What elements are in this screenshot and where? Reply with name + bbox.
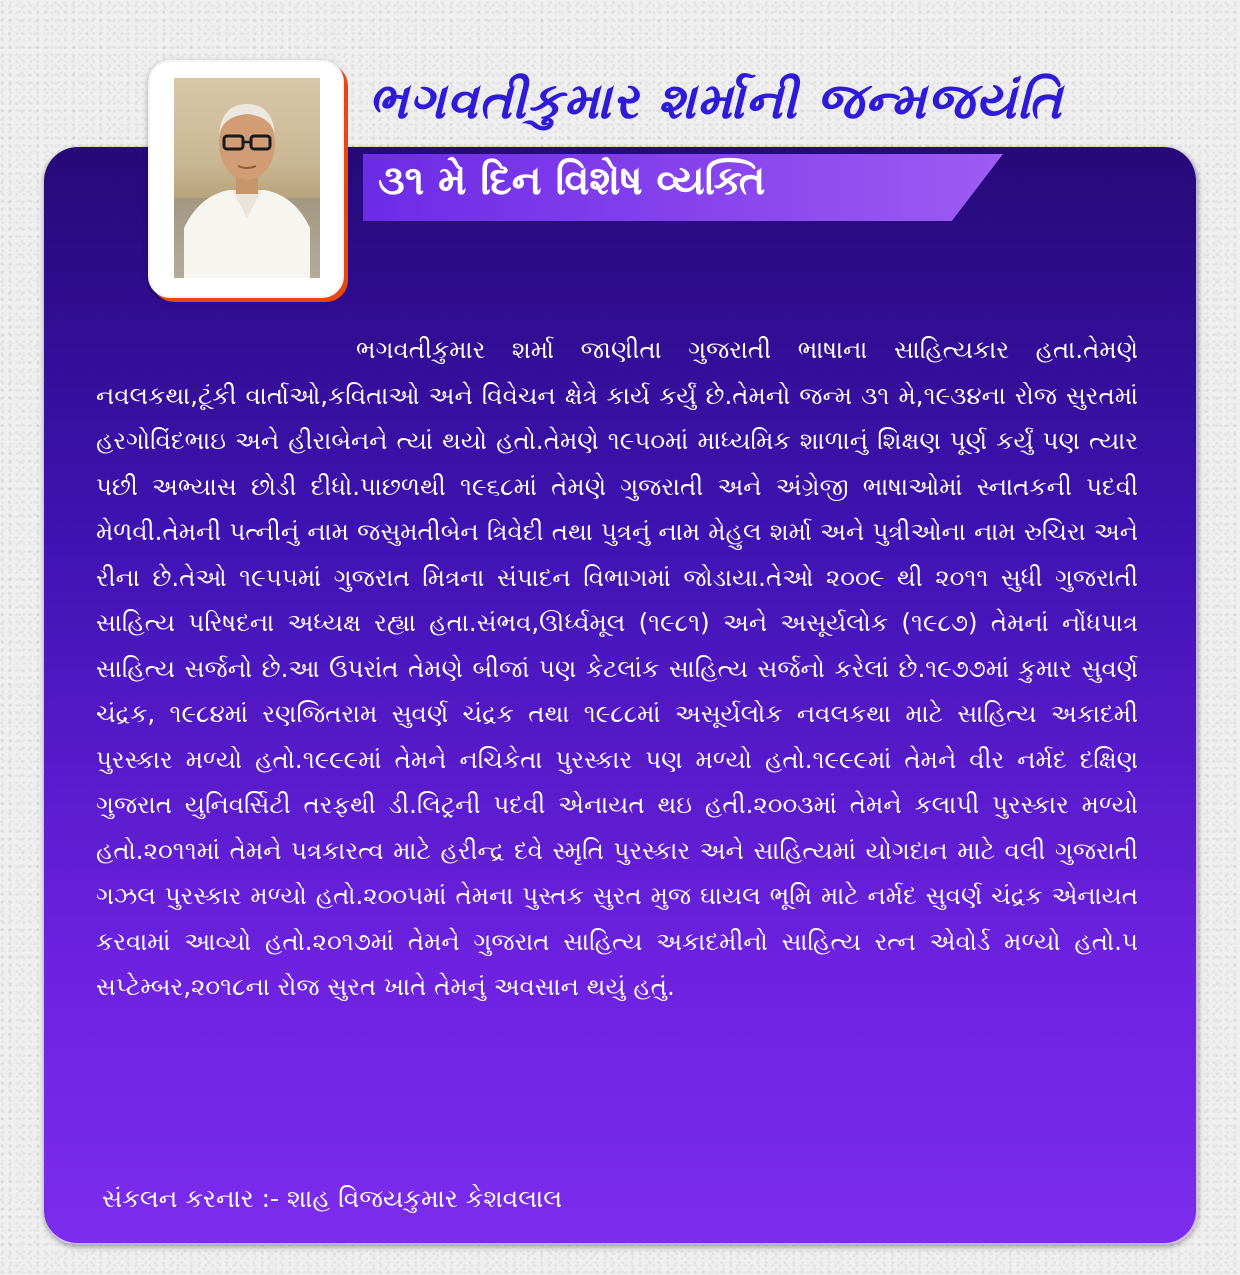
portrait-illustration bbox=[174, 78, 320, 278]
biography-paragraph: ભગવતીકુમાર શર્મા જાણીતા ગુજરાતી ભાષાના સાહિત્યકાર હતા.તેમણે નવલકથા,ટૂંકી વાર્તાઓ,કવિતાઓ અને વિવેચન ક્ષેત્રે કાર્ય કર્યું છે.તેમનો જન્મ ૩૧ મે,૧૯૩૪ના રોજ સુરતમાં હરગોવિંદભાઇ અને હીરાબેનને ત્યાં થયો હતો.તેમણે ૧૯૫૦માં માધ્યમિક શાળાનું શિક્ષણ પૂર્ણ કર્યું પણ ત્યાર પછી અભ્યાસ છોડી દીધો.પાછળથી ૧૯૬૮માં તેમણે ગુજરાતી અને અંગ્રેજી ભાષાઓમાં સ્નાતકની પદવી મેળવી.તેમની પત્નીનું નામ જસુમતીબેન ત્રિવેદી તથા પુત્રનું નામ મેહુલ શર્મા અને પુત્રીઓના નામ રુચિરા અને રીના છે.તેઓ ૧૯૫૫માં ગુજરાત મિત્રના સંપાદન વિભાગમાં જોડાયા.તેઓ ૨૦૦૯ થી ૨૦૧૧ સુધી ગુજરાતી સાહિત્ય પરિષદના અધ્યક્ષ રહ્યા હતા.સંભવ,ઊર્ધ્વમૂલ (૧૯૮૧) અને અસૂર્યલોક (૧૯૮૭) તેમનાં નોંધપાત્ર સાહિત્ય સર્જનો છે.આ ઉપરાંત તેમણે બીજાં પણ કેટલાંક સાહિત્ય સર્જનો કરેલાં છે.૧૯૭૭માં કુમાર સુવર્ણ ચંદ્રક, ૧૯૮૪માં રણજિતરામ સુવર્ણ ચંદ્રક તથા ૧૯૮૮માં અસૂર્યલોક નવલકથા માટે સાહિત્ય અકાદમી પુરસ્કાર મળ્યો હતો.૧૯૯૯માં તેમને નચિકેતા પુરસ્કાર પણ મળ્યો હતો.૧૯૯૯માં તેમને વીર નર્મદ દક્ષિણ ગુજરાત યુનિવર્સિટી તરફથી ડી.લિટ્રની પદવી એનાયત થઇ હતી.૨૦૦૩માં તેમને કલાપી પુરસ્કાર મળ્યો હતો.૨૦૧૧માં તેમને પત્રકારત્વ માટે હરીન્દ્ર દવે સ્મૃતિ પુરસ્કાર અને સાહિત્યમાં યોગદાન માટે વલી ગુજરાતી ગઝલ પુરસ્કાર મળ્યો હતો.૨૦૦૫માં તેમના પુસ્તક સુરત મુજ ઘાયલ ભૂમિ માટે નર્મદ સુવર્ણ ચંદ્રક એનાયત કરવામાં આવ્યો હતો.૨૦૧૭માં તેમને ગુજરાત સાહિત્ય અકાદમીનો સાહિત્ય રત્ન એવોર્ડ મળ્યો હતો.૫ સપ્ટેમ્બર,૨૦૧૮ના રોજ સુરત ખાતે તેમનું અવસાન થયું હતું. bbox=[96, 335, 1138, 1001]
portrait-frame bbox=[148, 60, 344, 298]
subtitle-text: ૩૧ મે દિન વિશેષ વ્યક્તિ bbox=[378, 158, 766, 204]
page-title: ભગવતીકુમાર શર્માની જન્મજયંતિ bbox=[368, 72, 1063, 130]
compiler-credit: સંકલન કરનાર :- શાહ વિજયકુમાર કેશવલાલ bbox=[102, 1184, 563, 1213]
portrait-photo bbox=[174, 78, 320, 278]
